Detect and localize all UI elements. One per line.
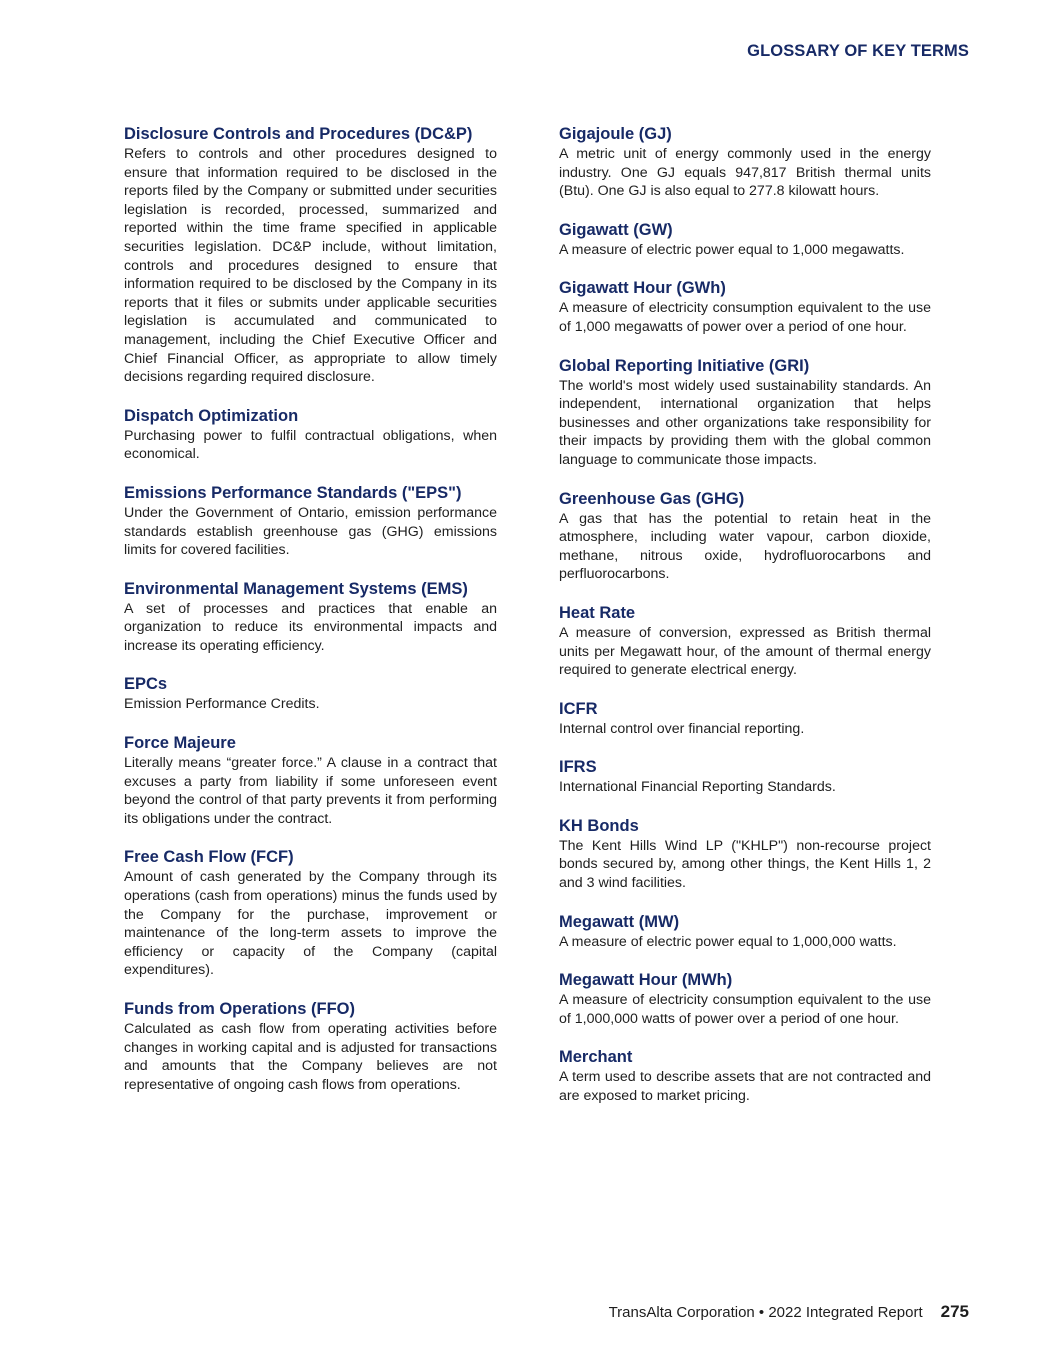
term-definition: A metric unit of energy commonly used in the energy industry. One GJ equals 947,817 British thermal units (Btu). One GJ is also equal to 277.8 kilowatt hours. [559,146,931,200]
page-title: GLOSSARY OF KEY TERMS [747,42,969,60]
term-name: Megawatt (MW) [559,912,680,931]
glossary-entry [124,733,497,828]
term-name: Disclosure Controls and Procedures (DC&P) [124,125,473,143]
term-definition: Amount of cash generated by the Company through its operations (cash from operations) minus the funds used by the Company for the purchase, improvement or maintenance of the long-term assets to improve the efficiency or capacity of the Company (capital expenditures). [124,869,497,979]
term-definition: Under the Government of Ontario, emission performance standards establish greenhouse gas (GHG) emissions limits for covered facilities. [124,504,497,559]
term-definition: Calculated as cash flow from operating activities before changes in working capital and is adjusted for transactions and amounts that the Company believes are not representative of ongoing cash flows from operations. [124,1021,497,1093]
term-definition: A gas that has the potential to retain heat in the atmosphere, including water vapour, carbon dioxide, methane, nitrous oxide, hydrofluorocarbons and perfluorocarbons. [559,510,931,583]
glossary-entry [559,356,931,470]
term-definition: A term used to describe assets that are not contracted and are exposed to market pricing. [559,1069,931,1105]
term-name: Gigajoule (GJ) [559,125,672,143]
glossary-entry [124,124,497,387]
term-definition: Internal control over financial reporting. [559,720,805,737]
glossary-entry [124,579,497,656]
term-name: Environmental Management Systems (EMS) [124,579,468,598]
term-name: Greenhouse Gas (GHG) [559,489,745,508]
glossary-entry [559,816,931,893]
term-name: Heat Rate [559,603,636,622]
term-definition: A measure of electric power equal to 1,000,000 watts. [559,933,897,950]
term-definition: The Kent Hills Wind LP ("KHLP") non-recourse project bonds secured by, among other things, the Kent Hills 1, 2 and 3 wind facilities. [559,837,931,892]
term-definition: The world's most widely used sustainability standards. An independent, international organization that helps businesses and other organizations take responsibility for their impacts by providing them with the global common language to communicate those impacts. [559,377,931,468]
glossary-entry [559,124,931,201]
glossary-entry [559,220,931,260]
term-definition: Refers to controls and other procedures designed to ensure that information required to be disclosed in the reports filed by the Company or submitted under securities legislation is recorded, processed, summarized and reported within the time frame specified in applicable securities legislation. DC&P include, without limitation, controls and procedures designed to ensure that information required to be disclosed by the Company in its reports that it files or submits under applicable securities legislation is accumulated and communicated to management, including the Chief Executive Officer and Chief Financial Officer, as appropriate to allow timely decisions regarding required disclosure. [124,146,497,386]
term-definition: Literally means “greater force.” A clause in a contract that excuses a party from liability if some unforeseen event beyond the control of that party prevents it from performing its obligations under the contract. [124,755,497,827]
term-name: Gigawatt (GW) [559,220,673,239]
glossary-entry [124,847,497,980]
term-name: Free Cash Flow (FCF) [124,848,294,867]
term-name: IFRS [559,758,597,777]
term-name: ICFR [559,699,598,718]
term-name: Global Reporting Initiative (GRI) [559,356,810,375]
term-definition: A measure of electric power equal to 1,000 megawatts. [559,241,905,258]
glossary-entry [559,757,931,797]
term-definition: Emission Performance Credits. [124,696,320,713]
glossary-entry [124,674,497,714]
glossary-entry [559,1047,931,1105]
term-name: Gigawatt Hour (GWh) [559,279,726,298]
glossary-entry [559,912,931,952]
page-number: 275 [940,1302,969,1321]
term-name: Funds from Operations (FFO) [124,1000,355,1018]
term-name: EPCs [124,675,168,694]
term-definition: Purchasing power to fulfil contractual obligations, when economical. [124,427,497,463]
glossary-entry [559,603,931,680]
glossary-entry [124,406,497,464]
term-definition: A measure of electricity consumption equivalent to the use of 1,000 megawatts of power over a period of one hour. [559,300,931,335]
term-definition: A measure of conversion, expressed as British thermal units per Megawatt hour, of the amount of thermal energy required to generate electrical energy. [559,624,931,679]
glossary-entry [124,483,497,560]
term-name: Emissions Performance Standards ("EPS") [124,483,462,502]
glossary-column-right [559,124,931,1125]
glossary-entry [124,999,497,1094]
term-definition: International Financial Reporting Standards. [559,779,836,796]
glossary-entry [559,278,931,336]
term-name: Megawatt Hour (MWh) [559,971,733,990]
term-name: KH Bonds [559,816,639,835]
term-definition: A measure of electricity consumption equivalent to the use of 1,000,000 watts of power over a period of one hour. [559,992,931,1027]
page-footer [609,1302,969,1322]
term-name: Merchant [559,1048,633,1067]
glossary-entry [559,970,931,1028]
glossary-entry [559,489,931,584]
term-name: Dispatch Optimization [124,406,299,425]
glossary-column-left [124,124,497,1113]
report-name: TransAlta Corporation • 2022 Integrated Report [608,1304,923,1321]
term-definition: A set of processes and practices that enable an organization to reduce its environmental impacts and increase its operating efficiency. [124,600,497,654]
term-name: Force Majeure [124,734,236,753]
glossary-entry [559,699,931,739]
